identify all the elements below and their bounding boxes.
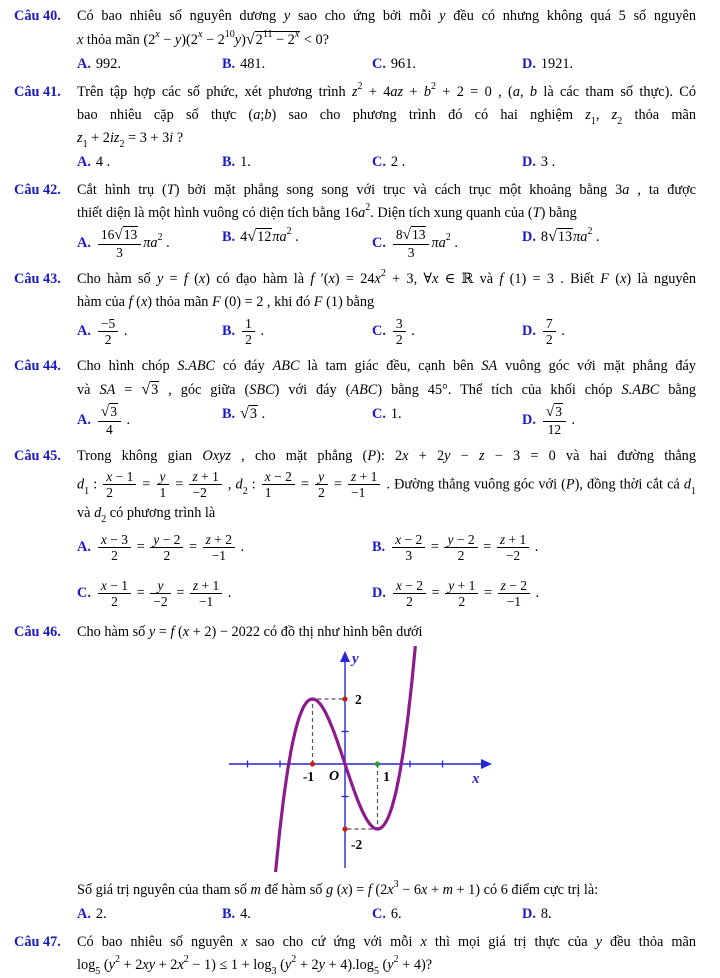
answer-key: C.: [77, 585, 91, 602]
fraction: $\frac{y - 2}{2}$: [444, 532, 477, 564]
answer-key: A.: [77, 323, 91, 340]
question-label: Câu 42.: [14, 182, 61, 198]
point-x-1: [375, 761, 380, 766]
answer-key: C.: [372, 405, 386, 422]
answer-text: 1.: [240, 154, 251, 170]
answer-text: $\frac{x - 3}{2}$ = $\frac{y - 2}{2}$ = $\frac{z + 2}{-1}$ .: [96, 539, 244, 555]
fraction: $\frac{8√13}{3}$: [393, 227, 430, 261]
answer-key: B.: [222, 56, 236, 72]
point-y-neg2: [342, 826, 347, 831]
y-axis-arrow: [340, 651, 350, 662]
answer-key: B.: [222, 405, 236, 422]
answer-option-a: [77, 315, 222, 349]
answer-key: D.: [522, 412, 536, 429]
axis-label-y: y: [352, 650, 359, 667]
answer-option-a: [77, 531, 372, 565]
question-label: Câu 45.: [14, 447, 61, 464]
answer-option-c: [372, 226, 522, 262]
answer-option-a: [77, 403, 222, 439]
answer-option-b: [222, 403, 372, 439]
sqrt-radical: √13: [402, 227, 426, 243]
fraction: $\frac{y}{1}$: [157, 469, 170, 501]
answer-options: [77, 226, 696, 262]
question-body: [77, 268, 696, 353]
question-label: Câu 47.: [14, 933, 61, 950]
question-46: [14, 621, 696, 929]
answer-text: 2 .: [390, 154, 406, 170]
answer-key: C.: [372, 154, 386, 170]
answer-option-b: [222, 226, 372, 262]
answer-option-d: [372, 577, 696, 611]
question-body: [77, 81, 696, 177]
question-text-line: $d_1$ : $\frac{x - 1}{2}$ = $\frac{y}{1}$ = $\frac{z + 1}{-2}$ , $d_2$ : $\frac{x - 2}{1}$ = $\frac{y}{2}$ = $\frac{z + 1}{-1}$ . Đường thẳng vuông góc với (P), đồng thời cắt cả $d_1$: [77, 468, 696, 501]
fraction: $\frac{1}{2}$: [242, 316, 255, 348]
answer-key: A.: [77, 235, 91, 252]
answer-key: C.: [372, 235, 386, 252]
answer-key: A.: [77, 905, 91, 922]
answer-text: 3 .: [540, 154, 556, 170]
answer-option-d: [522, 151, 696, 173]
question-47: [14, 931, 696, 977]
answer-text: 6.: [390, 905, 402, 922]
answer-option-c: [372, 403, 522, 439]
fraction: $\frac{z - 2}{-1}$: [498, 578, 530, 610]
answer-options: [77, 151, 696, 173]
answer-text: 961.: [390, 56, 416, 72]
answer-text: $\frac{x - 2}{2}$ = $\frac{y + 1}{2}$ = $\frac{z - 2}{-1}$ .: [391, 585, 539, 601]
question-42: [14, 179, 696, 266]
answer-option-d: [522, 226, 696, 262]
question-label: Câu 41.: [14, 84, 61, 100]
answer-key: C.: [372, 323, 386, 340]
answer-key: B.: [222, 323, 236, 340]
sqrt-radical: √3: [545, 403, 562, 420]
question-text-line: Trong không gian Oxyz , cho mặt phẳng (P): 2x + 2y − z − 3 = 0 và hai đường thẳng: [77, 447, 696, 464]
graph-label--2: -2: [351, 836, 363, 852]
fraction: $\frac{z + 1}{-2}$: [189, 469, 221, 501]
question-text-line: bao nhiêu cặp số thực (a;b) sao cho phương trình đó có hai nghiệm $z_1$, $z_2$ thỏa mãn: [77, 107, 696, 128]
sqrt-radical: √3: [100, 403, 117, 420]
answer-key: A.: [77, 56, 91, 72]
sqrt-radical: $√2^{11} - 2^x$: [245, 28, 300, 48]
answer-text: $\frac{1}{2}$ .: [240, 323, 264, 339]
question-text-line: Có bao nhiêu số nguyên dương y sao cho ứng bởi mỗi y đều có nhưng không quá 5 số nguyên: [77, 8, 696, 24]
answer-option-b: [222, 903, 372, 925]
answer-options: [77, 531, 696, 611]
answer-option-b: [372, 531, 696, 565]
answer-option-c: [77, 577, 372, 611]
question-text-line: $\log_5 (y^2 + 2xy + 2x^2 - 1) \le 1 + \log_3 (y^2 + 2y + 4).\log_5$ $(y^2 + 4)$?: [77, 953, 433, 978]
answer-options: [77, 315, 696, 349]
answer-option-a: [77, 151, 222, 173]
answer-option-d: [522, 315, 696, 349]
question-text-line: thiết diện là một hình vuông có diện tích bằng $16a^2$. Diện tích xung quanh của (T) bằng: [77, 201, 577, 221]
answer-key: B.: [222, 229, 236, 245]
cubic-curve: [274, 646, 420, 872]
sqrt-radical: √13: [114, 227, 138, 243]
point-y-2: [342, 696, 347, 701]
answer-key: D.: [522, 905, 536, 922]
question-text-line: Cho hàm số y = f (x + 2) − 2022 có đồ thị như hình bên dưới: [77, 623, 423, 640]
answer-text: $\frac{x - 1}{2}$ = $\frac{y}{-2}$ = $\frac{z + 1}{-1}$ .: [96, 585, 231, 601]
fraction: $\frac{x - 1}{2}$: [98, 578, 131, 610]
answer-option-b: [222, 315, 372, 349]
answer-option-a: [77, 903, 222, 925]
question-text-line: Số giá trị nguyên của tham số m để hàm số g (x) = f $(2x^3 - 6x + m + 1)$ có 6 điểm cực trị là:: [77, 878, 599, 898]
question-body: [77, 355, 696, 443]
answer-option-b: [222, 151, 372, 173]
question-label: Câu 46.: [14, 623, 61, 640]
answer-text: $\frac{√3}{12}$ .: [541, 412, 575, 428]
answer-key: D.: [522, 56, 536, 72]
fraction: $\frac{√3}{12}$: [543, 404, 566, 438]
fraction: $\frac{y}{2}$: [315, 469, 328, 501]
answer-key: A.: [77, 154, 91, 170]
answer-options: [77, 403, 696, 439]
fraction: $\frac{16√13}{3}$: [98, 227, 141, 261]
answer-text: $\frac{3}{2}$ .: [391, 323, 415, 339]
point-x-neg1: [310, 761, 315, 766]
fraction: $\frac{3}{2}$: [393, 316, 406, 348]
question-text-line: Có bao nhiêu số nguyên x sao cho cứ ứng với mỗi x thì mọi giá trị thực của y đều thỏa mãn: [77, 933, 696, 950]
answer-option-d: [522, 53, 696, 75]
question-body: [77, 621, 696, 929]
sqrt-radical: √13: [548, 228, 573, 245]
answer-key: D.: [372, 585, 386, 602]
answer-key: D.: [522, 229, 536, 245]
answer-key: B.: [222, 905, 236, 922]
graph-container: [215, 646, 507, 877]
question-list: [14, 5, 696, 977]
sqrt-radical: √3: [141, 380, 159, 398]
answer-option-a: [77, 53, 222, 75]
answer-option-d: [522, 403, 696, 439]
answer-text: $8√13\pi a^2$ .: [541, 229, 600, 245]
fraction: $\frac{7}{2}$: [543, 316, 556, 348]
answer-text: 2.: [95, 905, 107, 922]
question-text-line: $z_1 + 2iz_2 = 3 + 3i$ ?: [77, 130, 184, 151]
question-41: [14, 81, 696, 177]
fraction: $\frac{x - 2}{2}$: [393, 578, 426, 610]
answer-key: C.: [372, 905, 386, 922]
answer-text: $\frac{16√13}{3}$ $\pi a^2$ .: [96, 235, 170, 251]
question-text-line: Cho hàm số y = f (x) có đạo hàm là f $'(x) = 24x^2 + 3$, ∀x ∈ ℝ và f (1) = 3 . Biết F (x) là nguyên: [77, 267, 697, 287]
question-43: [14, 268, 696, 353]
question-text-line: x thỏa mãn $(2^x - y)(2^x - 2^{10}y)√2^{11} - 2^x < 0$?: [77, 28, 696, 52]
answer-option-b: [222, 53, 372, 75]
answer-key: A.: [77, 539, 91, 556]
fraction: $\frac{z + 1}{-2}$: [497, 532, 529, 564]
answer-key: D.: [522, 154, 536, 170]
question-body: [77, 445, 696, 619]
question-45: [14, 445, 696, 619]
graph-label-O: O: [328, 768, 340, 784]
answer-key: C.: [372, 56, 386, 72]
function-graph: [215, 646, 505, 872]
answer-option-c: [372, 903, 522, 925]
answer-text: 4.: [240, 905, 251, 922]
answer-option-c: [372, 315, 522, 349]
axis-label-x: x: [472, 770, 480, 787]
answer-text: $\frac{x - 2}{3}$ = $\frac{y - 2}{2}$ = $\frac{z + 1}{-2}$ .: [390, 539, 538, 555]
question-body: [77, 5, 696, 79]
answer-text: 8.: [540, 905, 552, 922]
question-text-line: và $d_2$ có phương trình là: [77, 504, 216, 526]
question-40: [14, 5, 696, 79]
answer-text: $\frac{8√13}{3}$ $\pi a^2$ .: [391, 235, 458, 251]
question-text-line: hàm của f (x) thỏa mãn F (0) = 2 , khi đó F (1) bằng: [77, 293, 375, 310]
sqrt-radical: √3: [240, 404, 258, 422]
answer-key: D.: [522, 323, 536, 340]
answer-options: [77, 53, 696, 75]
answer-option-d: [522, 903, 696, 925]
question-44: [14, 355, 696, 443]
answer-text: $\frac{-5}{2}$ .: [96, 323, 128, 339]
answer-text: 992.: [95, 56, 121, 72]
answer-options: [77, 903, 696, 925]
answer-key: B.: [222, 154, 236, 170]
fraction: $\frac{z + 1}{-1}$: [348, 469, 380, 501]
answer-text: 1.: [390, 405, 402, 422]
fraction: $\frac{y - 2}{2}$: [150, 532, 183, 564]
fraction: $\frac{z + 2}{-1}$: [203, 532, 235, 564]
x-axis-arrow: [481, 759, 492, 769]
fraction: $\frac{x - 3}{2}$: [98, 532, 131, 564]
answer-key: B.: [372, 539, 386, 556]
question-text-line: Trên tập hợp các số phức, xét phương trình $z^2 + 4az + b^2 + 2 = 0$ , (a, b là các tham số thực). Có: [77, 80, 696, 100]
fraction: $\frac{z + 1}{-1}$: [190, 578, 222, 610]
answer-text: 481.: [240, 56, 266, 72]
question-text-line: Cắt hình trụ (T) bởi mặt phẳng song song với trục và cách trục một khoảng bằng 3a , ta được: [77, 182, 697, 198]
fraction: $\frac{x - 1}{2}$: [103, 469, 136, 501]
fraction: $\frac{y + 1}{2}$: [445, 578, 478, 610]
answer-option-a: [77, 226, 222, 262]
question-body: [77, 179, 696, 266]
graph-label-2: 2: [355, 691, 362, 707]
answer-text: $\frac{7}{2}$ .: [541, 323, 565, 339]
question-text-line: Cho hình chóp S.ABC có đáy ABC là tam giác đều, cạnh bên SA vuông góc với mặt phẳng đáy: [77, 357, 697, 374]
question-body: [77, 931, 696, 977]
answer-text: 1921.: [540, 56, 574, 72]
answer-key: A.: [77, 412, 91, 429]
fraction: $\frac{√3}{4}$: [98, 404, 121, 438]
answer-text: $\frac{√3}{4}$ .: [96, 412, 130, 428]
answer-text: √3 .: [240, 406, 265, 422]
answer-option-c: [372, 53, 522, 75]
fraction: $\frac{-5}{2}$: [98, 316, 118, 348]
question-text-line: và SA = √3 , góc giữa (SBC) với đáy (ABC) bằng 45°. Thể tích của khối chóp S.ABC bằng: [77, 378, 696, 402]
graph-label--1: -1: [302, 768, 315, 784]
answer-text: $4√12\pi a^2$ .: [240, 229, 299, 245]
fraction: $\frac{x - 2}{1}$: [262, 469, 295, 501]
graph-label-1: 1: [383, 768, 390, 784]
question-label: Câu 43.: [14, 270, 61, 287]
fraction: $\frac{x - 2}{3}$: [392, 532, 425, 564]
question-label: Câu 40.: [14, 8, 61, 24]
question-label: Câu 44.: [14, 357, 61, 374]
answer-text: 4 .: [95, 154, 111, 170]
answer-option-c: [372, 151, 522, 173]
fraction: $\frac{y}{-2}$: [150, 578, 170, 610]
sqrt-radical: √12: [247, 228, 272, 245]
